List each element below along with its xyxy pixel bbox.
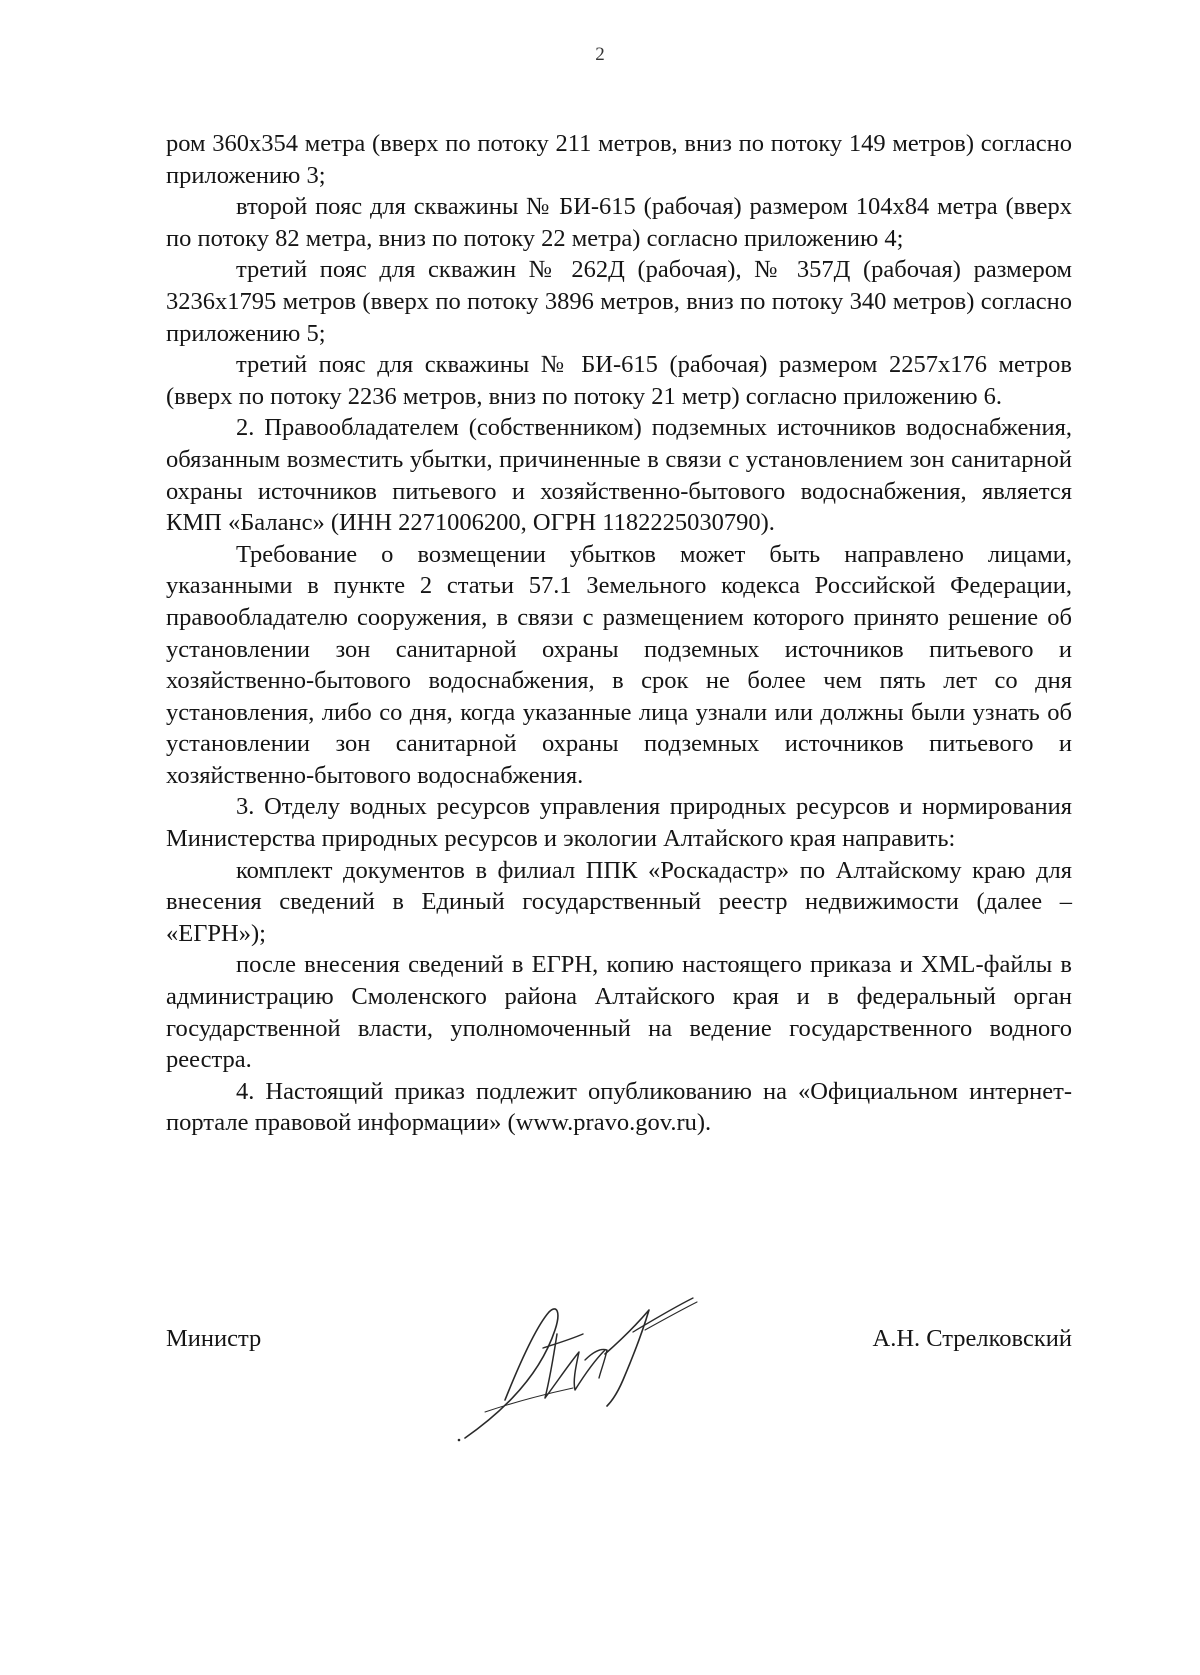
paragraph-item-3: 3. Отделу водных ресурсов управления природных ресурсов и нормирования Министерства природных ресурсов и экологии Алтайского края направить: xyxy=(166,793,1072,853)
handwritten-signature xyxy=(445,1290,715,1445)
document-body xyxy=(166,128,1072,1139)
paragraph-item-2: 2. Правообладателем (собственником) подземных источников водоснабжения, обязанным возместить убытки, причиненные в связи с установлением зон санитарной охраны источников питьевого и хозяйственно-бытового водоснабжения, является КМП «Баланс» (ИНН 2271006200, ОГРН 1182225030790). xyxy=(166,414,1072,537)
paragraph-third-zone-262d-357d: третий пояс для скважин № 262Д (рабочая), № 357Д (рабочая) размером 3236х1795 метров (вверх по потоку 3896 метров, вниз по потоку 340 метров) согласно приложению 5; xyxy=(166,256,1072,347)
signatory-name: А.Н. Стрелковский xyxy=(872,1325,1072,1352)
paragraph-third-zone-bi615: третий пояс для скважины № БИ-615 (рабочая) размером 2257х176 метров (вверх по потоку 2236 метров, вниз по потоку 21 метр) согласно приложению 6. xyxy=(166,351,1072,410)
paragraph-after-egrn: после внесения сведений в ЕГРН, копию настоящего приказа и XML-файлы в администрацию Смоленского района Алтайского края и в федеральный орган государственной власти, уполномоченный на ведение государственного водного реестра. xyxy=(166,951,1072,1074)
page-number: 2 xyxy=(595,44,605,65)
paragraph-item-4: 4. Настоящий приказ подлежит опубликованию на «Официальном интернет-портале правовой информации» (www.pravo.gov.ru). xyxy=(166,1077,1072,1137)
paragraph-compensation-claim: Требование о возмещении убытков может быть направлено лицами, указанными в пункте 2 статьи 57.1 Земельного кодекса Российской Федерации, правообладателю сооружения, в связи с размещением которого принято решение об установлении зон санитарной охраны подземных источников питьевого и хозяйственно-бытового водоснабжения, в срок не более чем пять лет со дня установления, либо со дня, когда указанные лица узнали или должны были узнать об установлении зон санитарной охраны подземных источников питьевого и хозяйственно-бытового водоснабжения. xyxy=(166,540,1072,789)
paragraph-1-continuation: ром 360х354 метра (вверх по потоку 211 метров, вниз по потоку 149 метров) согласно приложению 3; xyxy=(166,130,1072,189)
paragraph-documents-to-roskadastr: комплект документов в филиал ППК «Роскадастр» по Алтайскому краю для внесения сведений в Единый государственный реестр недвижимости (далее – «ЕГРН»); xyxy=(166,856,1072,947)
paragraph-second-zone-bi615: второй пояс для скважины № БИ-615 (рабочая) размером 104х84 метра (вверх по потоку 82 метра, вниз по потоку 22 метра) согласно приложению 4; xyxy=(166,193,1072,252)
signatory-title: Министр xyxy=(166,1325,262,1352)
